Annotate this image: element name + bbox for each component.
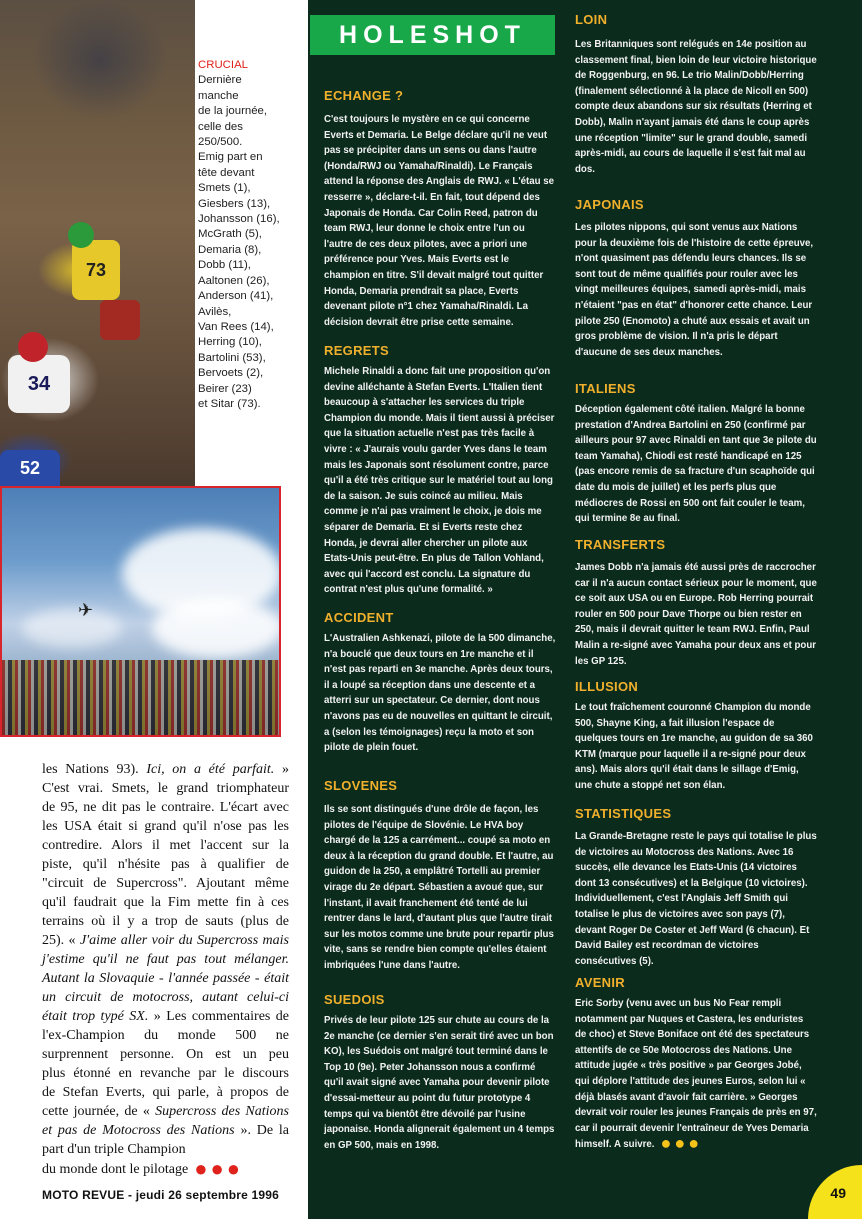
article-line: du monde dont le pilotage ●●●: [42, 1156, 244, 1181]
article-body: [42, 760, 289, 1179]
caption-line: Van Rees (14),: [198, 320, 274, 333]
section-text: Privés de leur pilote 125 sur chute au cours de la 2e manche (ce dernier s'en serait tiré avec un bon KO), les Suédois ont malgré tout terminé dans le Top 10 (9e). Peter Johansson nous a confirmé qu'il avait signé avec Yamaha pour devenir pilote d'essai-metteur au point du futur prototype 4 temps qui va bientôt être dévoilé par l'usine japonaise. Honda alignerait également un 4 temps en GP 500, mais en 1998.: [324, 1015, 555, 1151]
section-title: ECHANGE ?: [324, 88, 404, 103]
caption-line: manche: [198, 89, 239, 102]
caption-line: Beirer (23): [198, 382, 252, 395]
caption-head: CRUCIAL: [198, 59, 249, 71]
article-line: 25). « J'aime aller voir du Supercross mais: [42, 933, 290, 948]
article-line: "circuit de Supercross". Ajoutant même: [42, 876, 289, 891]
cloud: [22, 608, 122, 648]
rider-number-plate: 73: [72, 240, 120, 300]
end-marker-dots: ●●●: [194, 1156, 244, 1181]
caption-line: Emig part en: [198, 151, 263, 164]
page-number: 49: [808, 1165, 862, 1219]
caption-lines: [198, 73, 298, 412]
caption-line: tête devant: [198, 166, 255, 179]
end-marker-dots: ●●●: [660, 1133, 703, 1154]
rider-helmet: [68, 222, 94, 248]
holeshot-banner: HOLESHOT: [310, 15, 555, 55]
section-title: ITALIENS: [575, 381, 636, 396]
section-title: REGRETS: [324, 343, 389, 358]
caption-line: 250/500.: [198, 136, 243, 149]
caption-line: Smets (1),: [198, 182, 251, 195]
caption-line: Aaltonen (26),: [198, 274, 270, 287]
jumping-rider-icon: ✈: [78, 600, 94, 620]
article-line: les Nations 93). Ici, on a été parfait. »: [42, 762, 290, 777]
caption-line: Demaria (8),: [198, 243, 262, 256]
section-text: James Dobb n'a jamais été aussi près de raccrocher car il n'a aucun contact sérieux pour le moment, que ce soit aux USA ou en Europe. Rob Herring pourrait rouler en 500 pour Dave Thorpe ou bien rester en 250, mais il devrait quitter le team RWJ. Enfin, Paul Malin a re-signé avec Yamaha pour deux ans et pour les GP 125.: [575, 562, 817, 667]
caption-line: de la journée,: [198, 105, 268, 118]
caption-line: Avilès,: [198, 305, 232, 318]
article-line: terrains où il y a trop de sauts (plus de: [42, 914, 289, 929]
caption-line: celle des: [198, 120, 243, 133]
section-text: Déception également côté italien. Malgré la bonne prestation d'Andrea Bartolini en 250 (confirmé par ailleurs pour 97 avec Rinaldi en tant que 3e pilote du team Yamaha), Chiodi est resté handicapé en 125 (pas encore remis de sa fracture d'un scaphoïde qui date du mois de juillet) et les perfs plus que médiocres de Rossi en 500 ont fait couler le team, qui termine 8e au final.: [575, 404, 817, 525]
section-title: SLOVENES: [324, 778, 398, 793]
section-title: TRANSFERTS: [575, 537, 666, 552]
section-text: C'est toujours le mystère en ce qui concerne Everts et Demaria. Le Belge déclare qu'il ne veut pas se précipiter dans un sens ou dans l'autre (Honda/RWJ ou Yamaha/Rinaldi). Le Français attend la réponse des Anglais de RWJ. « L'étau se resserre », déclare-t-il. En fait, tout dépend des Japonais de Honda. Car Colin Reed, patron du team RWJ, leur donne le choix entre l'un ou l'autre de ces deux pilotes, avec a priori une préférence pour Yves. Mais Everts est le champion en titre. S'il devait malgré tout quitter Honda, Demaria prendrait sa place, Everts devenant pilote n°1 chez Yamaha/Rinaldi. La décision devrait être prise cette semaine.: [324, 114, 555, 328]
article-line: Autant la Slovaquie - l'année passée - était: [42, 971, 289, 986]
photo-caption: [198, 58, 298, 412]
section-text: Les pilotes nippons, qui sont venus aux Nations pour la deuxième fois de l'histoire de cette épreuve, n'ont quasiment pas défendu leurs chances. Ils se sont tout de même qualifiés pour rouler avec les vingt meilleures équipes, samedi après-midi, mais n'étaient "pas en état" d'honorer cette chance. Leur pilote 250 (Enomoto) a chuté aux essais et avait un gros problème de vision. Il n'a pris le départ d'aucune de ses deux manches.: [575, 222, 814, 358]
section-text: Les Britanniques sont relégués en 14e position au classement final, bien loin de leur victoire historique de Roggenburg, en 96. Le trio Malin/Dobb/Herring (finalement sélectionné à la place de Nicoll en 500) compte deux abandons sur six résultats (Herring et Dobb), Malin n'ayant jamais été dans le coup après une réception "limite" sur le grand double, samedi après-midi, au cours de laquelle il s'est fait mal au dos.: [575, 39, 817, 175]
article-line: de 95, ne dit pas le contraire. L'écart avec: [42, 800, 289, 815]
article-line: l'ex-Champion du monde 500 ne: [42, 1028, 289, 1043]
article-line: piste, qu'il n'hésite pas à qualifier de: [42, 857, 289, 872]
section-title: ACCIDENT: [324, 610, 394, 625]
article-line: plus étonné en revanche par le discours: [42, 1066, 289, 1081]
caption-line: Dernière: [198, 74, 242, 87]
caption-line: Dobb (11),: [198, 259, 251, 272]
article-line: de Stefan Everts, qui parle, à propos de: [42, 1085, 289, 1100]
rider-number-plate: 52: [0, 450, 60, 486]
section-title: STATISTIQUES: [575, 806, 672, 821]
section-title: ILLUSION: [575, 679, 639, 694]
rider-number-plate: 34: [8, 355, 70, 413]
crowd: [2, 660, 279, 735]
article-line: était trop typé SX. » Les commentaires de: [42, 1009, 289, 1024]
section-text: Ils se sont distingués d'une drôle de façon, les pilotes de l'équipe de Slovénie. Le HVA boy chargé de la 125 a carrément... coupé sa moto en deux à la réception du grand double. Et l'autre, au guidon de la 250, a emplâtré Tortelli au premier virage du 2e départ. Sébastien a avoué que, sur l'instant, il avait franchement été tenté de lui rentrer dans le lard, d'autant plus que l'autre tirait sur les motos comme une brute pour repartir plus vite, sans se rendre bien compte qu'elles étaient imbriquées l'une dans l'autre.: [324, 804, 554, 971]
motocross-start-photo: [0, 0, 195, 486]
caption-line: Anderson (41),: [198, 290, 274, 303]
page-footer: MOTO REVUE - jeudi 26 septembre 1996: [42, 1188, 280, 1202]
motorcycle: [100, 300, 140, 340]
caption-line: Bartolini (53),: [198, 351, 266, 364]
article-line: les USA était si grand qu'il n'ose pas les: [42, 819, 289, 834]
article-line: surprennent personne. On est un peu: [42, 1047, 289, 1062]
article-line: contredire. Alors il met l'accent sur la: [42, 838, 289, 853]
article-line: un circuit de motocross, autant celui-ci: [42, 990, 289, 1005]
section-text: L'Australien Ashkenazi, pilote de la 500 dimanche, n'a bouclé que deux tours en 1re manche et il n'est pas reparti en 3e manche. Après deux tours, il a loupé sa réception dans une descente et a atterri sur un spectateur. Ce dernier, dont nous n'avons pas eu de nouvelles en quittant le circuit, a (selon les témoignages) reçu la moto et son pilote de plein fouet.: [324, 633, 556, 754]
cloud: [152, 598, 281, 658]
section-text: Eric Sorby (venu avec un bus No Fear rempli notamment par Nuques et Castera, les enduristes de choc) et Steve Boniface ont été des spectateurs attentifs de ce 50e Motocross des Nations. Une attitude jugée « très positive » par Georges Jobé, qui déplore l'attitude des jeunes Euros, selon lui « déjà blasés avant d'avoir fait carrière. » Georges devrait voir rouler les jeunes Français de près en 97, car il pourrait devenir l'entraîneur de Yves Demaria himself. A suivre. ●●●: [575, 998, 817, 1154]
caption-line: Johansson (16),: [198, 213, 280, 226]
section-text: La Grande-Bretagne reste le pays qui totalise le plus de victoires au Motocross des Nations. Avec 16 succès, elle devance les Etats-Unis (14 victoires dont 13 consécutives) et la Belgique (10 victoires). Individuellement, c'est l'Anglais Jeff Smith qui totalise le plus de victoires avec son pays (7), devant Roger De Coster et Jeff Ward (6 chacun). Et David Bailey est recordman de victoires consécutives (5).: [575, 831, 817, 967]
section-title: JAPONAIS: [575, 197, 644, 212]
caption-line: Herring (10),: [198, 336, 262, 349]
article-line: part d'un triple Champion: [42, 1142, 186, 1157]
article-line: et pas de Motocross des Nations ». De la: [42, 1123, 289, 1138]
section-title: AVENIR: [575, 975, 625, 990]
article-line: cette journée, de « Supercross des Nations: [42, 1104, 289, 1119]
caption-line: Bervoets (2),: [198, 367, 264, 380]
section-title: SUEDOIS: [324, 992, 385, 1007]
article-line: qu'il faudrait que la Fim mette fin à ces: [42, 895, 289, 910]
article-line: C'est vrai. Smets, le grand triomphateur: [42, 781, 289, 796]
article-line: j'estime qu'il ne faut pas tout mélanger.: [42, 952, 289, 967]
caption-line: et Sitar (73).: [198, 397, 261, 410]
rider-helmet: [18, 332, 48, 362]
article-body-lines: [42, 760, 289, 1179]
section-title: LOIN: [575, 12, 608, 27]
motocross-jump-photo: [0, 486, 281, 737]
caption-line: McGrath (5),: [198, 228, 262, 241]
section-text: Le tout fraîchement couronné Champion du monde 500, Shayne King, a fait illusion l'espace de quelques tours en 1re manche, au guidon de sa 360 KTM (marque pour laquelle il a re-signé pour deux ans). Mais alors qu'il était dans le sillage d'Emig, une chute a stoppé net son élan.: [575, 702, 813, 791]
section-text: Michele Rinaldi a donc fait une proposition qu'on devine alléchante à Stefan Everts. L'Italien tient beaucoup à s'attacher les services du triple Champion du monde. Mais il tient aussi à préciser que la situation actuelle n'est pas très facile à vivre : « J'aurais voulu garder Yves dans le team mais les Japonais sont résolument contre, parce qu'il a été très critique sur le matériel tout au long de la saison. Je suis coincé au milieu. Mais comme je n'ai pas vraiment le choix, je dois me séparer de Demaria. Et si Everts reste chez Honda, je devrai aller chercher un pilote aux Etats-Unis peut-être. En plus de Tallon Vohland, avec qui l'accord est conclu. La signature du contrat n'est plus qu'une formalité. »: [324, 366, 555, 596]
caption-line: Giesbers (13),: [198, 197, 271, 210]
